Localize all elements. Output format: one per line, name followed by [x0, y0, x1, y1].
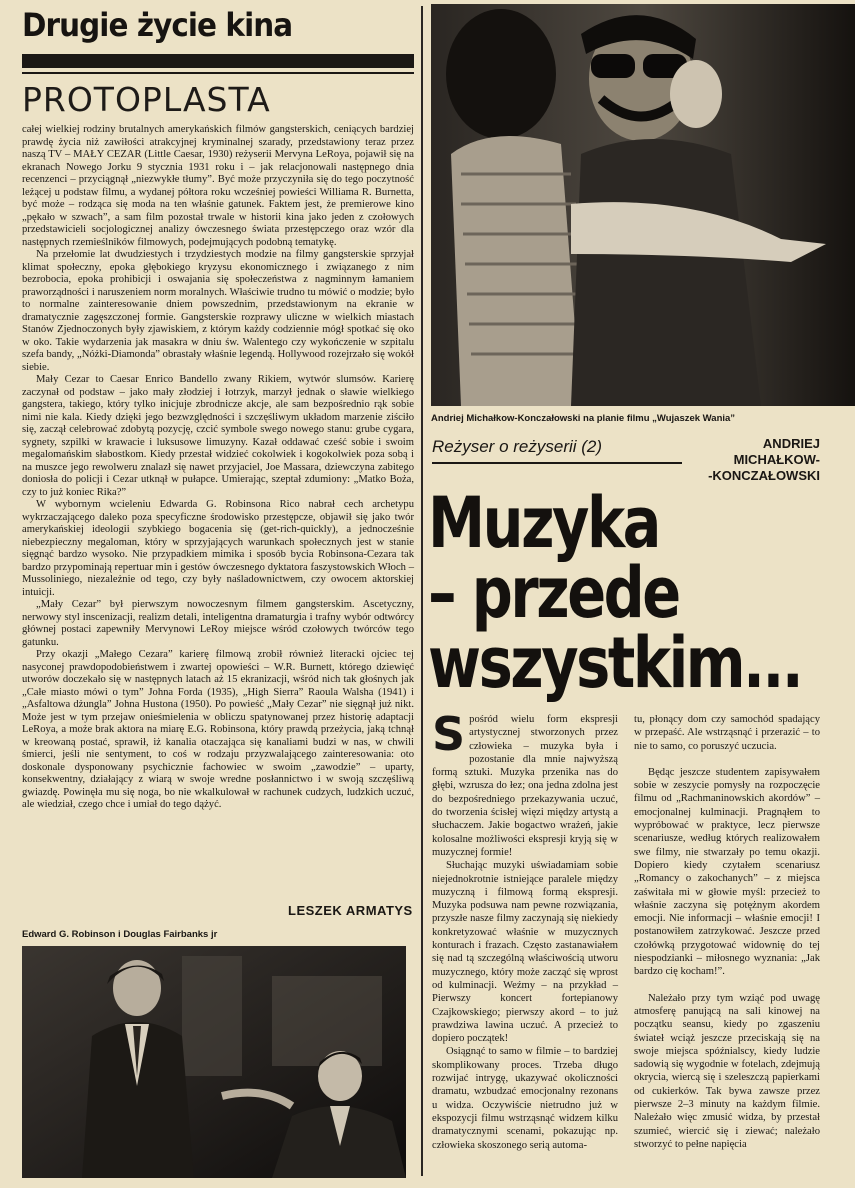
drop-cap: S — [432, 707, 466, 761]
paragraph: Słuchając muzyki uświadamiam sobie niejednokrotnie istniejące paralele między muzyczną i filmową formą ekspresji. Muzyka podsuwa nam pewne rozwiązania, przyszłe nasze filmy zaczynają się niekiedy konkretyzować właśnie w muzycznych konturach i frazach. Często zastanawiałem się nad tą szczególną właściwością utworu muzycznego, który może zacząć się wprost od kulminacji. Weźmy – na przykład – Pierwszy koncert fortepianowy Czajkowskiego; pierwszy akord – to już prawdziwa lawina uczuć. A przecież to dopiero początek! — [432, 860, 618, 1045]
right-article-column-1 — [432, 707, 618, 1152]
paragraph: tu, płonący dom czy samochód spadający w przepaść. Ale wstrząsnąć i przerazić – to nie to samo, co poruszyć uczucia. — [634, 714, 820, 752]
headline — [428, 482, 802, 704]
paragraph: całej wielkiej rodziny brutalnych amerykańskich filmów gangsterskich, ceniących bardziej prawdę życia niż zawiłości atrakcyjnej kryminalnej szarady, przedstawiony teraz przez naszą TV – MAŁY CEZAR (Little Caesar, 1930) reżyserii Mervyna LeRoya, pojawił się na ekranach Nowego Jorku 9 stycznia 1931 roku i – jak relacjonowali następnego dnia recenzenci – przyciągnął „niezwykłe tłumy”. Być może przyczyniła się do tego poczytność leżącej u podstaw filmu, a wydanej półtora roku wcześniej powieści Williama R. Burnetta, być może – rodząca się moda na ten właśnie gatunek. Faktem jest, że premierowe kino „pękało w szwach”, a sam film pozostał trwale w historii kina jako jeden z czołowych przedstawicieli socjologicznej analizy ówczesnego świata przestępczego oraz wzór dla następnych rzemieślników filmowych, podejmujących podobną tematykę. — [22, 124, 414, 248]
column-divider — [421, 6, 423, 1176]
right-author — [690, 436, 820, 484]
paragraph: Należało przy tym wziąć pod uwagę atmosferę panującą na sali kinowej na początku seansu, kiedy po zgaszeniu świateł wciąż jeszcze przeciskają się na swoje miejsca spóźnialscy, kiedy ludzie sadowią się wygodnie w fotelach, zdejmują okrycia, wiercą się i szeleszczą papierkami od cukierków. Tak bywa zawsze przez pierwsze 2–3 minuty na każdym filmie. Należało więc zmusić widza, by przestał szumieć, wiercić się i ziewać; należało stworzyć to pełne napięcia — [634, 992, 820, 1150]
series-label: Reżyser o reżyserii (2) — [432, 437, 603, 456]
right-photo-caption: Andriej Michałkow-Konczałowski na planie filmu „Wujaszek Wania” — [431, 413, 736, 424]
section-rule-thick — [22, 54, 414, 68]
headline-line: – przede — [428, 552, 679, 634]
section-title: Drugie życie kina — [22, 6, 293, 44]
director-illustration — [431, 4, 855, 406]
author-line: -KONCZAŁOWSKI — [708, 468, 820, 483]
series-rule — [432, 462, 682, 464]
paragraph: Będąc jeszcze studentem zapisywałem sobie w zeszycie pomysły na rozpoczęcie filmu od „Rachmaninowskich akordów” – emocjonalnej kulminacji. Pragnąłem to wypróbować w praktyce, lecz pierwsze scenariusze, według których realizowałem swe filmy, nie stwarzały po temu okazji. Dopiero kiedy czytałem scenariusz „Romancy o zakochanych” – z miejsca zaświtała mi w głowie myśl: przecież to właśnie zaczyna się potężnym akordem emocji. Nie informacji – właśnie emocji! I postanowiłem zatrzykować. Jeszcze przed czołówką przygotować widownię do tej niespodzianki – miłosnego wyznania: „Jak bardzo cię kocham!”. — [634, 766, 820, 978]
headline-line: wszystkim... — [428, 622, 802, 704]
paragraph: „Mały Cezar” był pierwszym nowoczesnym filmem gangsterskim. Ascetyczny, nerwowy styl inscenizacji, realizm detali, inteligentna dramaturgia i trafny wybór odtwórcy głównej postaci zapewniły Mervynowi LeRoy miejsce wśród czołowych twórców tego gatunku. — [22, 599, 414, 648]
left-photo-caption: Edward G. Robinson i Douglas Fairbanks jr — [22, 929, 218, 940]
paragraph — [432, 707, 618, 859]
author-line: MICHAŁKOW- — [733, 452, 820, 467]
left-author: LESZEK ARMATYS — [288, 903, 413, 918]
paragraph: Osiągnąć to samo w filmie – to bardziej skomplikowany proces. Trzeba długo rozwijać intrygę, ukazywać okoliczności dramatu, wzbudzać emocjonalny rezonans u widza. Oczywiście nietrudno już w ekspozycji filmu wstrząsnąć widzem kilku dramatycznymi scenami, pokazując np. człowieka skoszonego serią automa- — [432, 1046, 618, 1151]
paragraph: Przy okazji „Małego Cezara” karierę filmową zrobił również literacki ojciec tej nasyconej prawdopodobieństwem i zwartej opowieści – W.R. Burnett, którego dziewięć utworów doczekało się w następnych latach aż 15 ekranizacji, wśród nich tak głośnych jak „Całe miasto mówi o tym” Johna Forda (1935), „High Sierra” Raoula Walsha (1941) i „Asfaltowa dżungla” Johna Hustona (1950). Po powieść „Mały Cezar” nie sięgnął już nikt. Może jest w tym przejaw onieśmielenia w obliczu spatynowanej przez historię adaptacji LeRoya, a może brak aktora na miarę E.G. Robinsona, który prawdą przeżycia, jaką tchnął w kreowaną postać, sprawił, iż kanalia otaczająca się kanaliami budzi w nas, w chwili śmierci, jeśli nie sentyment, to coś w rodzaju przyzwalającego zainteresowania: oto doskonale dysponowany psychicznie fachowiec w swoim „zawodzie” – uparty, konsekwentny, działający z wiarą w swoje wredne posłannictwo i w swoją szczęśliwą gwiazdę. Powinęła mu się noga, bo nie wkalkulował w rachunek cudzych, ludzkich uczuć, ale wiedział, czego chce i umiał do tego dążyć. — [22, 649, 414, 810]
film-still-photo — [22, 946, 406, 1178]
right-article-column-2 — [634, 713, 820, 1151]
author-line: ANDRIEJ — [762, 436, 820, 451]
paragraph: W wybornym wcieleniu Edwarda G. Robinsona Rico nabrał cech archetypu wykrzaczającego daleko poza specyficzne środowisko przestępcze, objawił się jako twór amerykańskiej ideologii szybkiego bogacenia się (get-rich-quickly), a jednocześnie niebezpieczny megaloman, który w sprzyjających warunkach społecznych jest w stanie sięgnąć bardzo wysoko. Nie przypadkiem mimika i sposób bycia Robinsona-Cezara tak bardzo przypominają repertuar min i gestów ówczesnego dyktatora faszystowskich Włoch – Mussoliniego, niezależnie od tego, czy były naśladownictwem, czy owocem aktorskiej intuicji. — [22, 499, 414, 598]
film-still-illustration — [22, 946, 406, 1178]
paragraph: Mały Cezar to Caesar Enrico Bandello zwany Rikiem, wytwór slumsów. Karierę zaczynał od podstaw – jako mały złodziej i łotrzyk, marzył jednak o sławie wielkiego gangstera, takiego, który tylko inicjuje zbrodnicze akcje, ale sam bezpośrednio rąk sobie nimi nie kala. Kiedy dzięki jego bezwzględności i szczęśliwym układom marzenie ziściło się, zaczął celebrować zdobytą pozycję, czcić symbole swego nowego stanu: grube cygara, sygnety, szpilki w krawacie i luksusowe limuzyny. Kazał oddawać cześć sobie i swoim megalomańskim słabostkom. Kiedy przestał widzieć cokolwiek i kogokolwiek poza sobą i na muszce jego rewolweru znalazł się nawet przyjaciel, Joe Massara, dziewczyna zabitego doniosła do policji i Cezar utknął w pułapce. Umierając, szeptał zdumiony: „Matko Boża, czy to już koniec Rika?” — [22, 374, 414, 498]
director-photo — [431, 4, 855, 406]
paragraph-text: pośród wielu form ekspresji artystycznej stworzonych przez człowieka – muzyka była i pozostanie dla mnie najwyższą formą sztuki. Muzyka przenika nas do głębi, wzrusza do łez; ona jedna zdolna jest do bezpośredniego przekazywania uczuć, do tworzenia ścisłej więzi między artystą a słuchaczem. Jakie bogactwo wrażeń, jakie kolosalne możliwości ekspresji kryją się w muzycznej formie! — [432, 714, 618, 858]
headline-line: Muzyka — [428, 482, 659, 564]
left-article-body — [22, 124, 414, 812]
section-rule-thin — [22, 72, 414, 74]
paragraph: Na przełomie lat dwudziestych i trzydziestych modzie na filmy gangsterskie sprzyjał klimat społeczny, epoka głębokiego kryzysu ekonomicznego i związanego z nim bezrobocia, epoka prohibicji i oswajania się społeczeństwa z nagminnym łamaniem praworządności i naruszeniem norm moralnych. Właściwie trudno tu mówić o modzie; było to normalne zainteresowanie dniem powszednim, przedstawionym na ekranie w dramatycznie zagęszczonej formie. Gangsterskie rozprawy uliczne w wielkich miastach Stanów Zjednoczonych były zjawiskiem, z którym każdy codziennie mógł spotkać się oko w oko. Takie wydarzenia jak masakra w dniu św. Walentego czy wykończenie w szpitalu szefa bandy, „Nóżki-Diamonda” obrastały właśnie legendą. Hollywood rozejrzało się wokół siebie. — [22, 249, 414, 373]
article-title: PROTOPLASTA — [22, 80, 271, 119]
